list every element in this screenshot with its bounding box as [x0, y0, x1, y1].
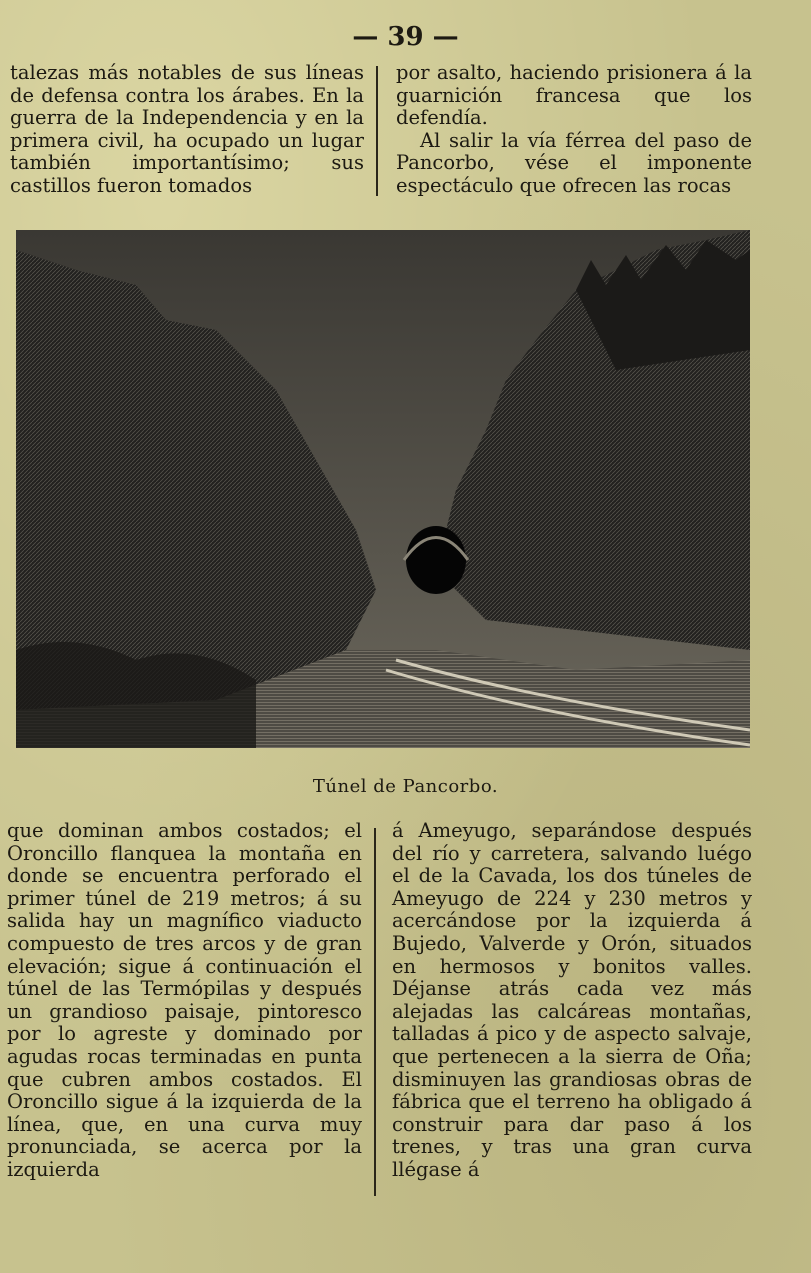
text-column-top-right: [396, 62, 752, 198]
text-column-top-left: [10, 62, 364, 198]
text-column-bottom-left: [7, 820, 362, 1182]
column-divider: [376, 66, 378, 196]
engraving-illustration: [16, 230, 750, 748]
mountain-tunnel-engraving: [16, 230, 750, 748]
paragraph: que dominan ambos costados; el Oroncillo flanquea la montaña en donde se encuentra perforado el primer túnel de 219 metros; á su salida hay un magnífico viaducto compuesto de tres arcos y de gran elevación; sigue á continuación el túnel de las Termópilas y después un grandioso paisaje, pintoresco por lo agreste y dominado por agudas rocas terminadas en punta que cubren ambos costados. El Oroncillo sigue á la izquierda de la línea, que, en una curva muy pronunciada, se acerca por la izquierda: [7, 819, 362, 1181]
paragraph: á Ameyugo, separándose después del río y carretera, salvando luégo el de la Cavada, los dos túneles de Ameyugo de 224 y 230 metros y acercándose por la izquierda á Bujedo, Valverde y Orón, situados en hermosos y bonitos valles. Déjanse atrás cada vez más alejadas las calcáreas montañas, talladas á pico y de aspecto salvaje, que pertenecen a la sierra de Oña; disminuyen las grandiosas obras de fábrica que el terreno ha obligado á construir para dar paso á los trenes, y tras una gran curva llégase á: [392, 819, 752, 1181]
text-column-bottom-right: [392, 820, 752, 1182]
page-number: — 39 —: [352, 22, 459, 52]
figure-caption: Túnel de Pancorbo.: [312, 776, 499, 797]
paragraph: talezas más notables de sus líneas de defensa contra los árabes. En la guerra de la Independencia y en la primera civil, ha ocupado un lugar también importantísimo; sus castillos fueron tomados: [10, 61, 364, 197]
paragraph: por asalto, haciendo prisionera á la guarnición francesa que los defendía.: [396, 61, 752, 130]
column-divider: [374, 828, 376, 1196]
paragraph: Al salir la vía férrea del paso de Pancorbo, vése el imponente espectáculo que ofrecen las rocas: [396, 128, 752, 197]
